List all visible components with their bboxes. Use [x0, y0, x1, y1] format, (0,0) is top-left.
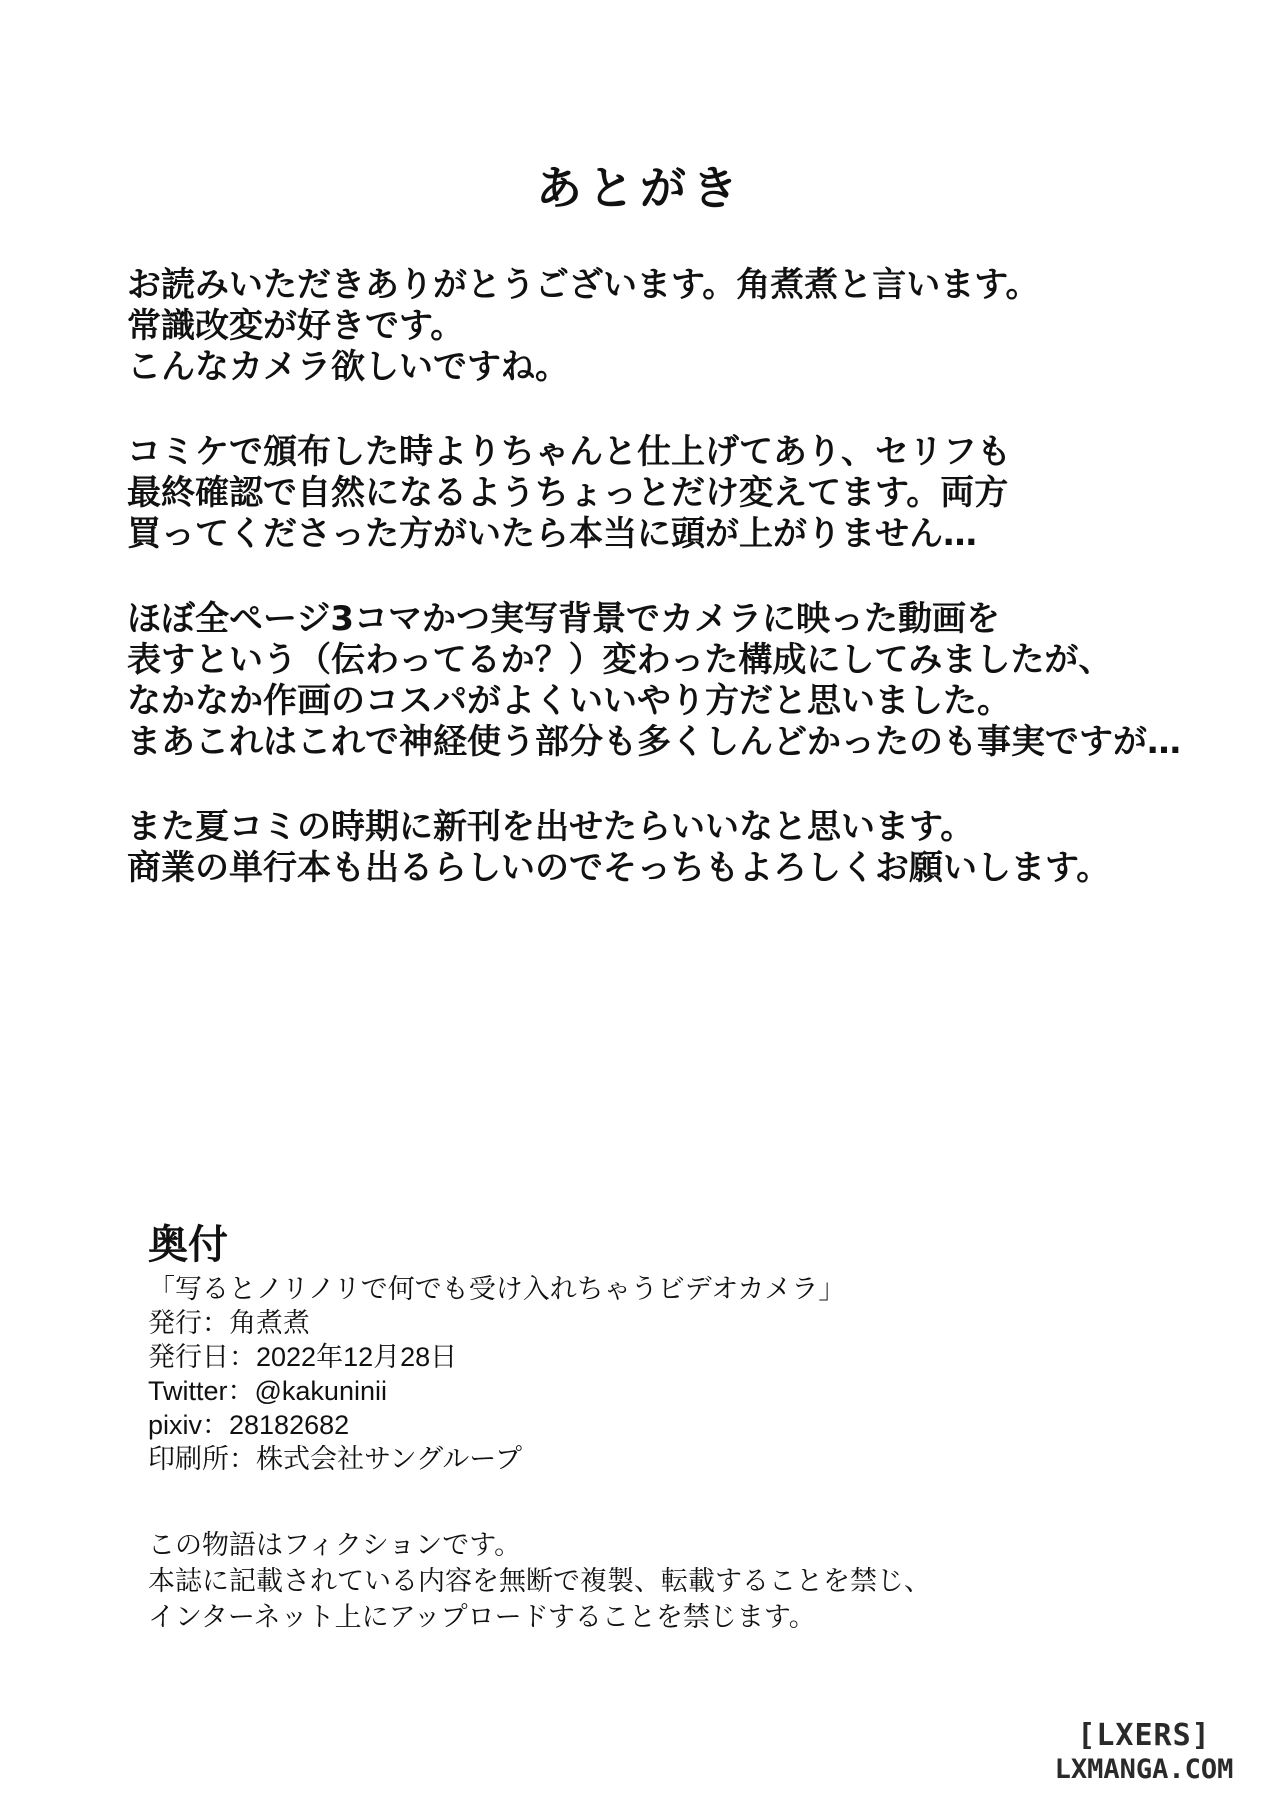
colophon [148, 1220, 1048, 1476]
text-line: ほぼ全ページ3コマかつ実写背景でカメラに映った動画を [127, 599, 1000, 639]
watermark-brand: [LXERS] [1077, 1718, 1211, 1753]
publisher: 発行：角煮煮 [148, 1308, 310, 1338]
book-title: 「写るとノリノリで何でも受け入れちゃうビデオカメラ」 [148, 1274, 846, 1304]
watermark-site: LXMANGA.COM [1054, 1754, 1234, 1785]
notice-line: インターネット上にアップロードすることを禁じます。 [148, 1602, 816, 1633]
notice-line: この物語はフィクションです。 [148, 1530, 522, 1561]
notice-line: 本誌に記載されている内容を無断で複製、転載することを禁じ、 [148, 1566, 931, 1597]
afterword-title: あとがき [536, 161, 744, 215]
printer: 印刷所：株式会社サングループ [148, 1444, 522, 1474]
watermark [1030, 1718, 1258, 1786]
text-line: なかなか作画のコスパがよくいいやり方だと思いました。 [127, 681, 1011, 721]
legal-notice [148, 1528, 1048, 1636]
text-line: また夏コミの時期に新刊を出せたらいいなと思います。 [127, 807, 975, 847]
text-line: コミケで頒布した時よりちゃんと仕上げてあり、セリフも [127, 432, 1011, 472]
text-line: 商業の単行本も出るらしいのでそっちもよろしくお願いします。 [127, 848, 1111, 888]
afterword-paragraph-4 [127, 807, 1127, 889]
text-line: お読みいただきありがとうございます。角煮煮と言います。 [127, 265, 1040, 305]
afterword-paragraph-2 [127, 432, 1127, 555]
publish-date: 発行日：2022年12月28日 [148, 1342, 458, 1372]
text-line: こんなカメラ欲しいですね。 [127, 347, 569, 387]
text-line: 買ってくださった方がいたら本当に頭が上がりません… [127, 514, 977, 554]
text-line: 表すという（伝わってるか？）変わった構成にしてみましたが、 [127, 640, 1113, 680]
colophon-heading: 奥付 [148, 1222, 228, 1268]
twitter-handle: Twitter：@kakuninii [148, 1376, 387, 1406]
afterword-paragraph-3 [127, 599, 1181, 763]
pixiv-id: pixiv：28182682 [148, 1410, 350, 1440]
afterword-paragraph-1 [127, 265, 1127, 388]
afterword-body [127, 265, 1181, 933]
text-line: まあこれはこれで神経使う部分も多くしんどかったのも事実ですが… [127, 722, 1181, 762]
text-line: 常識改変が好きです。 [127, 306, 465, 346]
text-line: 最終確認で自然になるようちょっとだけ変えてます。両方 [127, 473, 1009, 513]
